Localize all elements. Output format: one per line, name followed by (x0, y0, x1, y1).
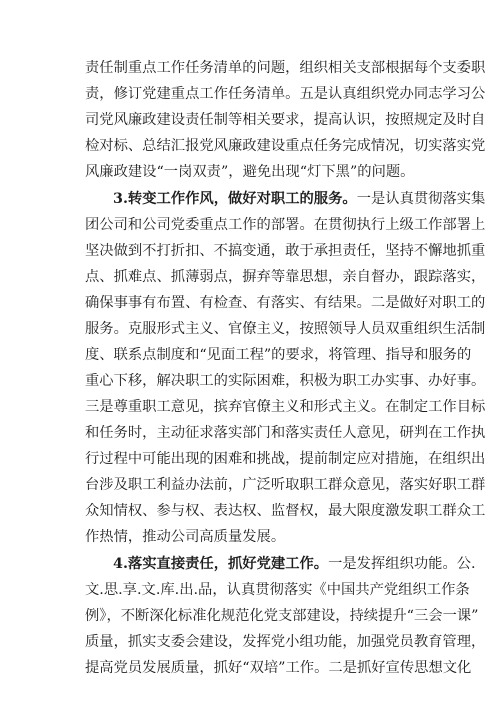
paragraph-line: 服务。克服形式主义、官僚主义，按照领导人员双重组织生活制 (85, 321, 486, 337)
paragraph-line: 团公司和公司党委重点工作的部署。在贯彻执行上级工作部署上 (85, 217, 486, 233)
paragraph-line: 台涉及职工利益办法前，广泛听取职工群众意见，落实好职工群 (85, 477, 486, 493)
paragraph-line: 三是尊重职工意见，摈弃官僚主义和形式主义。在制定工作目标 (85, 399, 486, 415)
paragraph-line: 文.思.享.文.库.出.品，认真贯彻落实《中国共产党组织工作条 (85, 582, 470, 598)
paragraph-line: 重心下移，解决职工的实际困难，积极为职工办实事、办好事。 (85, 373, 486, 389)
paragraph-line: 度、联系点制度和“见面工程”的要求，将管理、指导和服务的 (85, 347, 472, 363)
paragraph-line: 风廉政建设“一岗双责”，避免出现“灯下黑”的问题。 (85, 164, 415, 180)
section-heading: 3.转变工作作风，做好对职工的服务。 (113, 191, 357, 207)
paragraph-line: 例》，不断深化标准化规范化党支部建设，持续提升“三会一课” (85, 608, 479, 624)
paragraph-line: 确保事事有布置、有检查、有落实、有结果。二是做好对职工的 (85, 295, 486, 311)
paragraph-line: 和任务时，主动征求落实部门和落实责任人意见，研判在工作执 (85, 425, 486, 441)
paragraph-line: 点、抓难点、抓薄弱点，摒弃等靠思想，亲自督办，跟踪落实， (85, 269, 486, 285)
paragraph-line: 责任制重点工作任务清单的问题，组织相关支部根据每个支委职 (85, 60, 486, 76)
section-heading-continuation: 一是发挥组织功能。公. (328, 556, 476, 572)
section-heading-line (113, 187, 486, 211)
paragraph-line: 司党风廉政建设责任制等相关要求，提高认识，按照规定及时自 (85, 112, 486, 128)
paragraph-line: 坚决做到不打折扣、不搞变通，敢于承担责任，坚持不懈地抓重 (85, 243, 486, 259)
paragraph-line: 质量，抓实支委会建设，发挥党小组功能，加强党员教育管理， (85, 634, 486, 650)
section-heading: 4.落实直接责任，抓好党建工作。 (113, 556, 329, 572)
paragraph-line: 行过程中可能出现的困难和挑战，提前制定应对措施，在组织出 (85, 451, 486, 467)
section-heading-line (113, 552, 476, 576)
paragraph-line: 提高党员发展质量，抓好“双培”工作。二是抓好宣传思想文化 (85, 660, 472, 676)
paragraph-line: 作热情，推动公司高质量发展。 (85, 529, 286, 545)
paragraph-line: 检对标、总结汇报党风廉政建设重点任务完成情况，切实落实党 (85, 138, 486, 154)
section-heading-continuation: 一是认真贯彻落实集 (356, 191, 486, 207)
paragraph-line: 众知情权、参与权、表达权、监督权，最大限度激发职工群众工 (85, 503, 486, 519)
paragraph-line: 责，修订党建重点工作任务清单。五是认真组织党办同志学习公 (85, 86, 486, 102)
